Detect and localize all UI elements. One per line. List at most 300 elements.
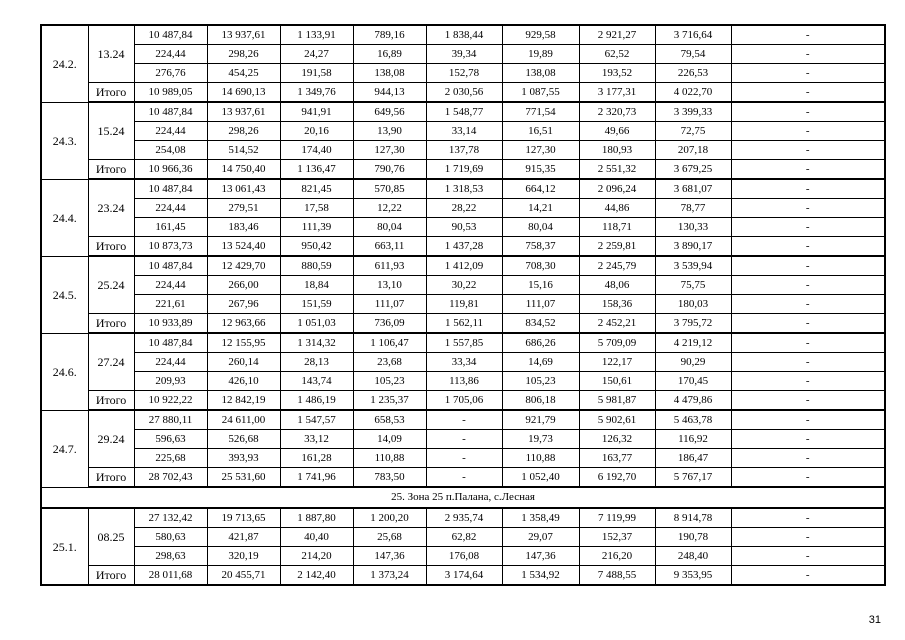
value-cell: 1 887,80 [280, 508, 353, 528]
value-cell: 649,56 [353, 102, 426, 122]
value-cell: 821,45 [280, 179, 353, 199]
value-cell: 13 937,61 [207, 102, 280, 122]
value-cell: 158,36 [579, 295, 655, 314]
table-row [41, 256, 885, 276]
total-value-cell: 10 989,05 [134, 83, 207, 103]
value-cell: 186,47 [655, 449, 731, 468]
total-value-cell: 3 679,25 [655, 160, 731, 180]
total-value-cell: 9 353,95 [655, 566, 731, 586]
value-cell: 143,74 [280, 372, 353, 391]
value-cell: - [731, 353, 885, 372]
value-cell: 78,77 [655, 199, 731, 218]
total-value-cell: - [731, 468, 885, 488]
table-row [41, 141, 885, 160]
value-cell: 48,06 [579, 276, 655, 295]
table-row [41, 179, 885, 199]
value-cell: - [731, 410, 885, 430]
value-cell: 44,86 [579, 199, 655, 218]
value-cell: 190,78 [655, 528, 731, 547]
group-code-cell: 24.2. [41, 25, 88, 102]
value-cell: 193,52 [579, 64, 655, 83]
value-cell: 3 539,94 [655, 256, 731, 276]
value-cell: 224,44 [134, 353, 207, 372]
total-row [41, 391, 885, 411]
total-value-cell: - [731, 83, 885, 103]
total-label-cell: Итого [88, 160, 134, 180]
value-cell: 224,44 [134, 276, 207, 295]
value-cell: 1 133,91 [280, 25, 353, 45]
value-cell: 39,34 [426, 45, 502, 64]
value-cell: - [731, 276, 885, 295]
value-cell: 28,13 [280, 353, 353, 372]
value-cell: 14,21 [502, 199, 579, 218]
value-cell: - [731, 102, 885, 122]
total-row [41, 160, 885, 180]
value-cell: - [731, 45, 885, 64]
value-cell: - [426, 430, 502, 449]
value-cell: 80,04 [353, 218, 426, 237]
total-row [41, 237, 885, 257]
value-cell: 152,78 [426, 64, 502, 83]
total-value-cell: 1 562,11 [426, 314, 502, 334]
group-code-cell: 24.3. [41, 102, 88, 179]
value-cell: 5 709,09 [579, 333, 655, 353]
value-cell: 209,93 [134, 372, 207, 391]
total-value-cell: 3 174,64 [426, 566, 502, 586]
total-value-cell: 3 177,31 [579, 83, 655, 103]
value-cell: 658,53 [353, 410, 426, 430]
total-value-cell: 10 873,73 [134, 237, 207, 257]
value-cell: - [731, 295, 885, 314]
total-label-cell: Итого [88, 314, 134, 334]
total-value-cell: 1 052,40 [502, 468, 579, 488]
total-value-cell: 1 051,03 [280, 314, 353, 334]
table-row [41, 102, 885, 122]
total-row [41, 566, 885, 586]
table-row [41, 25, 885, 45]
total-value-cell: 28 011,68 [134, 566, 207, 586]
total-label-cell: Итого [88, 468, 134, 488]
value-cell: - [731, 449, 885, 468]
value-cell: 3 681,07 [655, 179, 731, 199]
value-cell: 267,96 [207, 295, 280, 314]
value-cell: - [731, 218, 885, 237]
total-value-cell: 13 524,40 [207, 237, 280, 257]
total-value-cell: - [426, 468, 502, 488]
total-value-cell: 2 452,21 [579, 314, 655, 334]
value-cell: 27 132,42 [134, 508, 207, 528]
subcode-cell: 27.24 [88, 333, 134, 391]
value-cell: 276,76 [134, 64, 207, 83]
value-cell: 880,59 [280, 256, 353, 276]
value-cell: 23,68 [353, 353, 426, 372]
value-cell: 24 611,00 [207, 410, 280, 430]
subcode-cell: 23.24 [88, 179, 134, 237]
total-label-cell: Итого [88, 83, 134, 103]
total-row [41, 468, 885, 488]
value-cell: 225,68 [134, 449, 207, 468]
value-cell: 24,27 [280, 45, 353, 64]
table-row [41, 64, 885, 83]
table-row [41, 353, 885, 372]
subcode-cell: 25.24 [88, 256, 134, 314]
total-value-cell: 10 922,22 [134, 391, 207, 411]
total-value-cell: 736,09 [353, 314, 426, 334]
value-cell: 298,26 [207, 45, 280, 64]
value-cell: - [731, 64, 885, 83]
total-value-cell: 3 890,17 [655, 237, 731, 257]
value-cell: 127,30 [502, 141, 579, 160]
value-cell: 1 548,77 [426, 102, 502, 122]
value-cell: 2 921,27 [579, 25, 655, 45]
tariff-table [40, 24, 886, 586]
subcode-cell: 08.25 [88, 508, 134, 566]
value-cell: 127,30 [353, 141, 426, 160]
value-cell: 161,45 [134, 218, 207, 237]
value-cell: - [731, 141, 885, 160]
value-cell: 10 487,84 [134, 179, 207, 199]
value-cell: 116,92 [655, 430, 731, 449]
page-number: 31 [868, 614, 881, 626]
value-cell: 150,61 [579, 372, 655, 391]
total-row [41, 83, 885, 103]
total-value-cell: 950,42 [280, 237, 353, 257]
value-cell: - [731, 199, 885, 218]
value-cell: 176,08 [426, 547, 502, 566]
value-cell: - [731, 333, 885, 353]
value-cell: 426,10 [207, 372, 280, 391]
value-cell: 80,04 [502, 218, 579, 237]
total-label-cell: Итого [88, 391, 134, 411]
total-label-cell: Итого [88, 237, 134, 257]
table-row [41, 276, 885, 295]
value-cell: 1 314,32 [280, 333, 353, 353]
total-value-cell: 1 349,76 [280, 83, 353, 103]
value-cell: 30,22 [426, 276, 502, 295]
value-cell: - [731, 508, 885, 528]
value-cell: 147,36 [502, 547, 579, 566]
value-cell: 151,59 [280, 295, 353, 314]
total-value-cell: 7 488,55 [579, 566, 655, 586]
group-code-cell: 24.4. [41, 179, 88, 256]
total-value-cell: 2 259,81 [579, 237, 655, 257]
value-cell: 2 096,24 [579, 179, 655, 199]
value-cell: 1 106,47 [353, 333, 426, 353]
value-cell: 279,51 [207, 199, 280, 218]
value-cell: 19,73 [502, 430, 579, 449]
value-cell: 147,36 [353, 547, 426, 566]
value-cell: 13 061,43 [207, 179, 280, 199]
value-cell: 216,20 [579, 547, 655, 566]
value-cell: 33,14 [426, 122, 502, 141]
value-cell: 19,89 [502, 45, 579, 64]
total-value-cell: 1 136,47 [280, 160, 353, 180]
group-code-cell: 24.7. [41, 410, 88, 487]
value-cell: 10 487,84 [134, 25, 207, 45]
value-cell: 137,78 [426, 141, 502, 160]
value-cell: 126,32 [579, 430, 655, 449]
value-cell: 454,25 [207, 64, 280, 83]
table-row [41, 372, 885, 391]
total-value-cell: - [731, 237, 885, 257]
value-cell: - [731, 430, 885, 449]
value-cell: 161,28 [280, 449, 353, 468]
value-cell: 1 547,57 [280, 410, 353, 430]
value-cell: 110,88 [502, 449, 579, 468]
value-cell: 174,40 [280, 141, 353, 160]
value-cell: 62,82 [426, 528, 502, 547]
value-cell: 111,07 [502, 295, 579, 314]
value-cell: 224,44 [134, 45, 207, 64]
total-value-cell: - [731, 391, 885, 411]
subcode-cell: 15.24 [88, 102, 134, 160]
value-cell: 20,16 [280, 122, 353, 141]
total-value-cell: - [731, 566, 885, 586]
total-value-cell: 1 534,92 [502, 566, 579, 586]
value-cell: 5 902,61 [579, 410, 655, 430]
total-value-cell: 4 022,70 [655, 83, 731, 103]
value-cell: 16,51 [502, 122, 579, 141]
total-value-cell: 14 750,40 [207, 160, 280, 180]
total-value-cell: 5 981,87 [579, 391, 655, 411]
value-cell: 40,40 [280, 528, 353, 547]
total-value-cell: 2 551,32 [579, 160, 655, 180]
value-cell: 248,40 [655, 547, 731, 566]
total-row [41, 314, 885, 334]
value-cell: 8 914,78 [655, 508, 731, 528]
value-cell: 14,09 [353, 430, 426, 449]
value-cell: 224,44 [134, 199, 207, 218]
subcode-cell: 29.24 [88, 410, 134, 468]
table-row [41, 45, 885, 64]
value-cell: 72,75 [655, 122, 731, 141]
value-cell: - [731, 372, 885, 391]
total-value-cell: 25 531,60 [207, 468, 280, 488]
value-cell: 4 219,12 [655, 333, 731, 353]
value-cell: 16,89 [353, 45, 426, 64]
value-cell: - [426, 449, 502, 468]
value-cell: 14,69 [502, 353, 579, 372]
value-cell: 12,22 [353, 199, 426, 218]
value-cell: - [731, 179, 885, 199]
value-cell: 33,12 [280, 430, 353, 449]
value-cell: 514,52 [207, 141, 280, 160]
value-cell: 298,26 [207, 122, 280, 141]
value-cell: 28,22 [426, 199, 502, 218]
value-cell: 580,63 [134, 528, 207, 547]
table-row [41, 430, 885, 449]
value-cell: 771,54 [502, 102, 579, 122]
value-cell: 1 200,20 [353, 508, 426, 528]
value-cell: 12 429,70 [207, 256, 280, 276]
value-cell: 105,23 [502, 372, 579, 391]
total-value-cell: - [731, 160, 885, 180]
value-cell: 1 358,49 [502, 508, 579, 528]
value-cell: 10 487,84 [134, 256, 207, 276]
value-cell: 180,93 [579, 141, 655, 160]
value-cell: - [731, 528, 885, 547]
value-cell: 526,68 [207, 430, 280, 449]
value-cell: 13 937,61 [207, 25, 280, 45]
value-cell: 118,71 [579, 218, 655, 237]
table-row [41, 218, 885, 237]
value-cell: 49,66 [579, 122, 655, 141]
value-cell: 170,45 [655, 372, 731, 391]
total-label-cell: Итого [88, 566, 134, 586]
value-cell: 10 487,84 [134, 333, 207, 353]
value-cell: 1 838,44 [426, 25, 502, 45]
value-cell: 138,08 [353, 64, 426, 83]
total-value-cell: 834,52 [502, 314, 579, 334]
value-cell: 941,91 [280, 102, 353, 122]
total-value-cell: 1 705,06 [426, 391, 502, 411]
total-value-cell: 758,37 [502, 237, 579, 257]
total-value-cell: - [731, 314, 885, 334]
value-cell: 12 155,95 [207, 333, 280, 353]
table-row [41, 199, 885, 218]
total-value-cell: 12 963,66 [207, 314, 280, 334]
value-cell: 13,90 [353, 122, 426, 141]
value-cell: 664,12 [502, 179, 579, 199]
value-cell: 75,75 [655, 276, 731, 295]
total-value-cell: 2 030,56 [426, 83, 502, 103]
value-cell: 3 399,33 [655, 102, 731, 122]
value-cell: 111,07 [353, 295, 426, 314]
total-value-cell: 790,76 [353, 160, 426, 180]
total-value-cell: 3 795,72 [655, 314, 731, 334]
value-cell: 25,68 [353, 528, 426, 547]
value-cell: 10 487,84 [134, 102, 207, 122]
value-cell: 260,14 [207, 353, 280, 372]
total-value-cell: 806,18 [502, 391, 579, 411]
value-cell: 2 935,74 [426, 508, 502, 528]
table-row [41, 528, 885, 547]
table-row [41, 333, 885, 353]
value-cell: 298,63 [134, 547, 207, 566]
table-row [41, 295, 885, 314]
value-cell: 686,26 [502, 333, 579, 353]
total-value-cell: 1 087,55 [502, 83, 579, 103]
total-value-cell: 6 192,70 [579, 468, 655, 488]
value-cell: - [426, 410, 502, 430]
value-cell: 29,07 [502, 528, 579, 547]
value-cell: 226,53 [655, 64, 731, 83]
value-cell: 224,44 [134, 122, 207, 141]
value-cell: 90,29 [655, 353, 731, 372]
total-value-cell: 14 690,13 [207, 83, 280, 103]
value-cell: 7 119,99 [579, 508, 655, 528]
value-cell: 111,39 [280, 218, 353, 237]
total-value-cell: 4 479,86 [655, 391, 731, 411]
total-value-cell: 663,11 [353, 237, 426, 257]
value-cell: 152,37 [579, 528, 655, 547]
total-value-cell: 1 741,96 [280, 468, 353, 488]
value-cell: 207,18 [655, 141, 731, 160]
table-row [41, 410, 885, 430]
value-cell: 1 557,85 [426, 333, 502, 353]
value-cell: - [731, 25, 885, 45]
total-value-cell: 1 486,19 [280, 391, 353, 411]
table-row [41, 547, 885, 566]
total-value-cell: 20 455,71 [207, 566, 280, 586]
value-cell: 921,79 [502, 410, 579, 430]
value-cell: 421,87 [207, 528, 280, 547]
value-cell: 27 880,11 [134, 410, 207, 430]
total-value-cell: 1 437,28 [426, 237, 502, 257]
total-value-cell: 28 702,43 [134, 468, 207, 488]
value-cell: 15,16 [502, 276, 579, 295]
section-row [41, 487, 885, 508]
total-value-cell: 2 142,40 [280, 566, 353, 586]
total-value-cell: 10 966,36 [134, 160, 207, 180]
value-cell: 1 318,53 [426, 179, 502, 199]
value-cell: 119,81 [426, 295, 502, 314]
section-title: 25. Зона 25 п.Палана, с.Лесная [41, 487, 885, 508]
value-cell: 266,00 [207, 276, 280, 295]
subcode-cell: 13.24 [88, 25, 134, 83]
value-cell: 163,77 [579, 449, 655, 468]
value-cell: 708,30 [502, 256, 579, 276]
total-value-cell: 12 842,19 [207, 391, 280, 411]
group-code-cell: 24.5. [41, 256, 88, 333]
value-cell: 122,17 [579, 353, 655, 372]
table-body [41, 25, 885, 585]
value-cell: 2 245,79 [579, 256, 655, 276]
value-cell: - [731, 256, 885, 276]
table-row [41, 122, 885, 141]
value-cell: 17,58 [280, 199, 353, 218]
value-cell: 214,20 [280, 547, 353, 566]
total-value-cell: 915,35 [502, 160, 579, 180]
value-cell: 105,23 [353, 372, 426, 391]
value-cell: 113,86 [426, 372, 502, 391]
value-cell: 183,46 [207, 218, 280, 237]
total-value-cell: 1 373,24 [353, 566, 426, 586]
group-code-cell: 25.1. [41, 508, 88, 585]
value-cell: 611,93 [353, 256, 426, 276]
value-cell: 110,88 [353, 449, 426, 468]
total-value-cell: 944,13 [353, 83, 426, 103]
total-value-cell: 5 767,17 [655, 468, 731, 488]
value-cell: 180,03 [655, 295, 731, 314]
value-cell: 254,08 [134, 141, 207, 160]
value-cell: 33,34 [426, 353, 502, 372]
value-cell: 19 713,65 [207, 508, 280, 528]
total-value-cell: 1 235,37 [353, 391, 426, 411]
value-cell: 320,19 [207, 547, 280, 566]
value-cell: 5 463,78 [655, 410, 731, 430]
value-cell: 130,33 [655, 218, 731, 237]
value-cell: 90,53 [426, 218, 502, 237]
value-cell: 18,84 [280, 276, 353, 295]
value-cell: 62,52 [579, 45, 655, 64]
value-cell: 13,10 [353, 276, 426, 295]
value-cell: 393,93 [207, 449, 280, 468]
value-cell: 79,54 [655, 45, 731, 64]
value-cell: 929,58 [502, 25, 579, 45]
value-cell: 2 320,73 [579, 102, 655, 122]
value-cell: 1 412,09 [426, 256, 502, 276]
value-cell: 570,85 [353, 179, 426, 199]
value-cell: 789,16 [353, 25, 426, 45]
value-cell: - [731, 547, 885, 566]
group-code-cell: 24.6. [41, 333, 88, 410]
total-value-cell: 10 933,89 [134, 314, 207, 334]
value-cell: 221,61 [134, 295, 207, 314]
table-row [41, 508, 885, 528]
total-value-cell: 1 719,69 [426, 160, 502, 180]
value-cell: 138,08 [502, 64, 579, 83]
